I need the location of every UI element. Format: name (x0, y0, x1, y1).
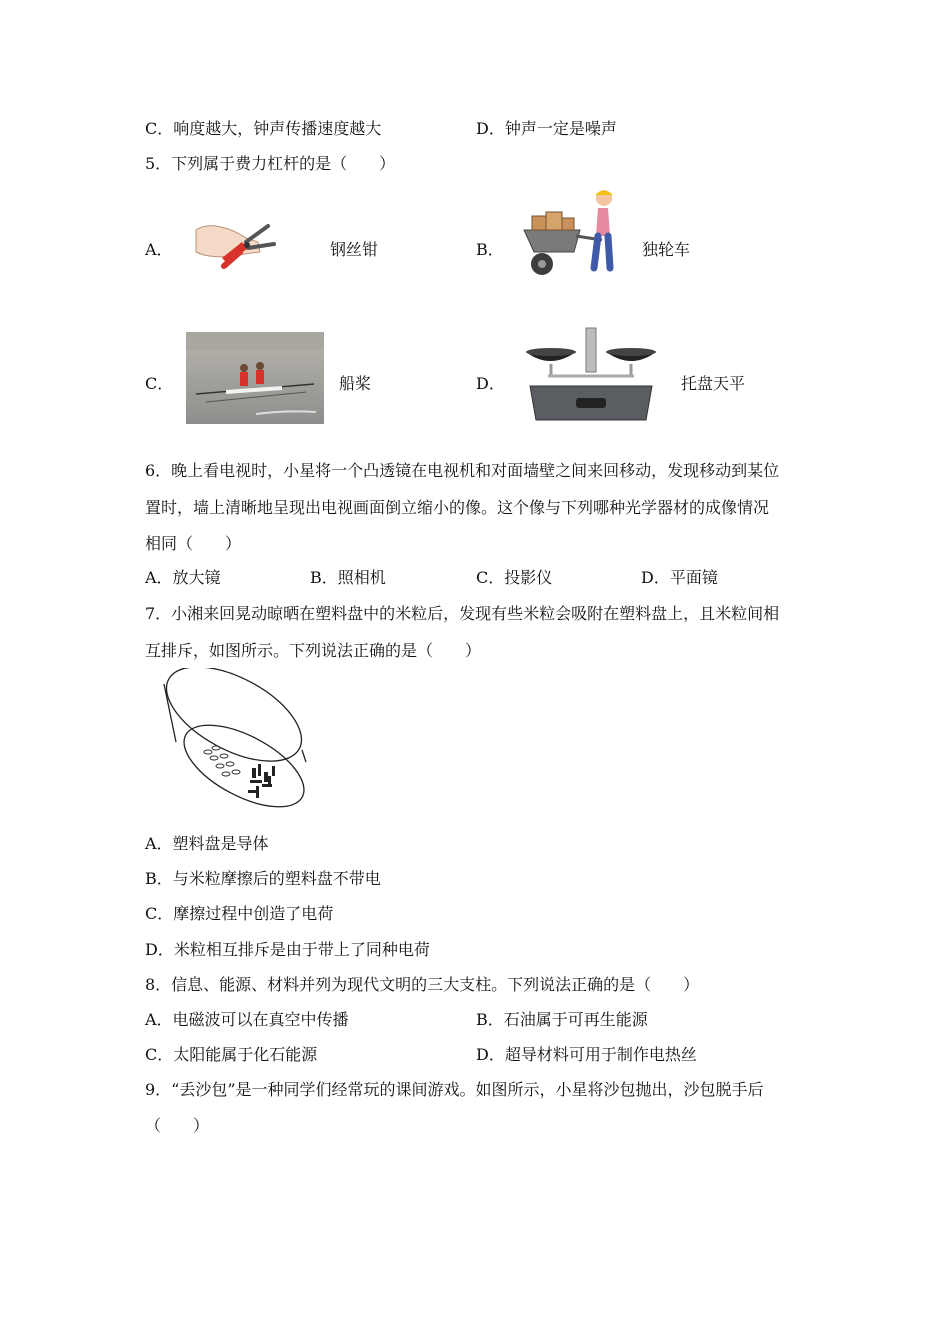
q5-option-b-label: 独轮车 (642, 240, 691, 259)
q7-line-2: 互排斥，如图所示。下列说法正确的是（ ） (145, 641, 482, 660)
q6-option-b: B．照相机 (310, 568, 386, 587)
q7-line-1: 7．小湘来回晃动晾晒在塑料盘中的米粒后，发现有些米粒会吸附在塑料盘上，且米粒间相 (145, 604, 780, 623)
balance-scale-icon (520, 326, 664, 426)
q5-option-d-label: 托盘天平 (681, 374, 746, 393)
rowing-photo (186, 332, 324, 424)
plastic-tray-rice-figure (156, 668, 312, 814)
q4-option-d: D．钟声一定是噪声 (476, 119, 617, 138)
q7-option-a: A．塑料盘是导体 (145, 834, 269, 853)
q6-option-c: C．投影仪 (476, 568, 553, 587)
q9-line-2: （ ） (145, 1116, 210, 1135)
q9-line-1: 9．“丢沙包”是一种同学们经常玩的课间游戏。如图所示，小星将沙包抛出，沙包脱手后 (145, 1080, 764, 1099)
q5-option-a-letter: A． (145, 240, 173, 259)
q6-line-2: 置时，墙上清晰地呈现出电视画面倒立缩小的像。这个像与下列哪种光学器材的成像情况 (145, 498, 770, 517)
q8-option-b: B．石油属于可再生能源 (476, 1010, 648, 1029)
q7-option-d: D．米粒相互排斥是由于带上了同种电荷 (145, 940, 430, 959)
wheelbarrow-icon (516, 186, 626, 280)
q6-line-1: 6．晚上看电视时，小星将一个凸透镜在电视机和对面墙壁之间来回移动，发现移动到某位 (145, 461, 780, 480)
q4-option-c: C．响度越大，钟声传播速度越大 (145, 119, 382, 138)
q6-option-a: A．放大镜 (145, 568, 221, 587)
q5-option-d-letter: D． (476, 374, 505, 393)
q5-option-a-label: 钢丝钳 (330, 240, 379, 259)
q5-option-c-letter: C． (145, 374, 174, 393)
q7-option-b: B．与米粒摩擦后的塑料盘不带电 (145, 869, 381, 888)
q6-line-3: 相同（ ） (145, 534, 242, 553)
q8-option-d: D．超导材料可用于制作电热丝 (476, 1045, 697, 1064)
q5-stem: 5．下列属于费力杠杆的是（ ） (145, 154, 396, 173)
q7-option-c: C．摩擦过程中创造了电荷 (145, 904, 334, 923)
q8-option-c: C．太阳能属于化石能源 (145, 1045, 318, 1064)
wire-pliers-icon (188, 208, 278, 276)
q8-stem: 8．信息、能源、材料并列为现代文明的三大支柱。下列说法正确的是（ ） (145, 975, 700, 994)
q6-option-d: D．平面镜 (641, 568, 718, 587)
q8-option-a: A．电磁波可以在真空中传播 (145, 1010, 349, 1029)
q5-option-c-label: 船桨 (339, 374, 372, 393)
q5-option-b-letter: B． (476, 240, 504, 259)
